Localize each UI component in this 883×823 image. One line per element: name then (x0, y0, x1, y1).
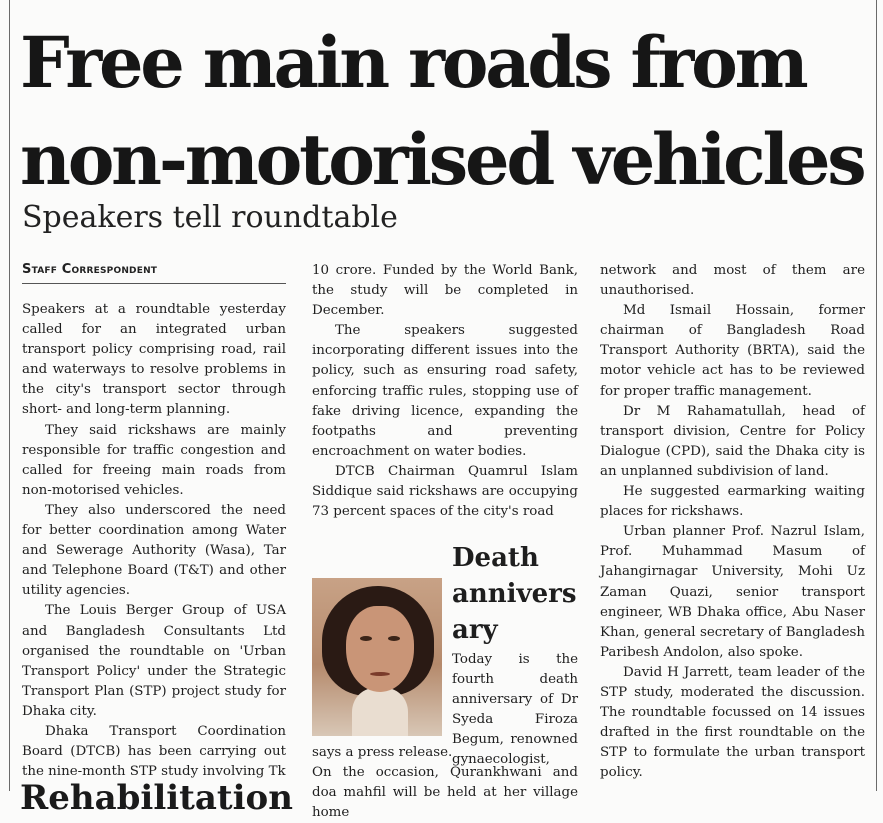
paragraph: They also underscored the need for better coordination among Water and Sewerage Authority (Wasa), Tar and Telephone Board (T&T) and other utility agencies. (22, 502, 286, 599)
byline: Staff Correspondent (22, 262, 158, 277)
column-rule-left (9, 0, 10, 791)
paragraph: DTCB Chairman Quamrul Islam Siddique said rickshaws are occupying 73 percent spaces of the city's road (312, 463, 578, 520)
death-anniversary-continued (312, 743, 578, 823)
headline-line-1: Free main roads from (20, 21, 806, 104)
article-column-2 (312, 261, 578, 522)
paragraph: Dr M Rahamatullah, head of transport division, Centre for Policy Dialogue (CPD), said the Dhaka city is an unplanned subdivision of land. (600, 403, 865, 479)
article-column-1 (22, 300, 286, 782)
byline-rule (22, 283, 286, 284)
paragraph: Today is the fourth death anniversary of Dr Syeda Firoza Begum, renowned gynaecologist, (452, 652, 578, 768)
paragraph: 10 crore. Funded by the World Bank, the study will be completed in December. (312, 263, 578, 319)
column-rule-right (876, 0, 877, 791)
paragraph: Speakers at a roundtable yesterday called for an integrated urban transport policy comprising road, rail and waterways to resolve problems in the city's transport sector through short- and long-term planning. (22, 302, 286, 418)
subheadline: Speakers tell roundtable (22, 200, 398, 235)
headline-line-2: non-motorised vehicles (20, 118, 864, 201)
paragraph: network and most of them are unauthorised. (600, 263, 865, 299)
paragraph: Urban planner Prof. Nazrul Islam, Prof. Muhammad Masum of Jahangirnagar University, Mohi Uz Zaman Quazi, senior transport engineer, WB Dhaka office, Abu Naser Khan, general secretary of Bangladesh Paribesh Andolon, also spoke. (600, 524, 865, 660)
paragraph: On the occasion, Qurankhwani and doa mahfil will be held at her village home (312, 765, 578, 821)
headline (20, 14, 876, 208)
paragraph: David H Jarrett, team leader of the STP study, moderated the discussion. The roundtable focussed on 14 issues drafted in the first roundtable on the STP to formulate the urban transport policy. (600, 664, 865, 781)
death-anniversary-title: Death annivers ary (452, 543, 577, 645)
paragraph: Dhaka Transport Coordination Board (DTCB) has been carrying out the nine-month STP study involving Tk (22, 723, 286, 780)
next-article-headline: Rehabilitation (20, 778, 293, 818)
paragraph: The speakers suggested incorporating different issues into the policy, such as ensuring road safety, enforcing traffic rules, stopping use of fake driving licence, expanding the footpaths and preventing encroachment on water bodies. (312, 323, 578, 459)
paragraph: The Louis Berger Group of USA and Bangladesh Consultants Ltd organised the roundtable on 'Urban Transport Policy' under the Strategic Transport Plan (STP) project study for Dhaka city. (22, 603, 286, 719)
paragraph: They said rickshaws are mainly responsible for traffic congestion and called for freeing main roads from non-motorised vehicles. (22, 422, 286, 498)
paragraph: He suggested earmarking waiting places for rickshaws. (600, 484, 865, 520)
article-column-3 (600, 261, 865, 783)
paragraph: says a press release. (312, 745, 453, 760)
portrait-photo (312, 578, 442, 736)
paragraph: Md Ismail Hossain, former chairman of Bangladesh Road Transport Authority (BRTA), said the motor vehicle act has to be reviewed for proper traffic management. (600, 303, 865, 399)
